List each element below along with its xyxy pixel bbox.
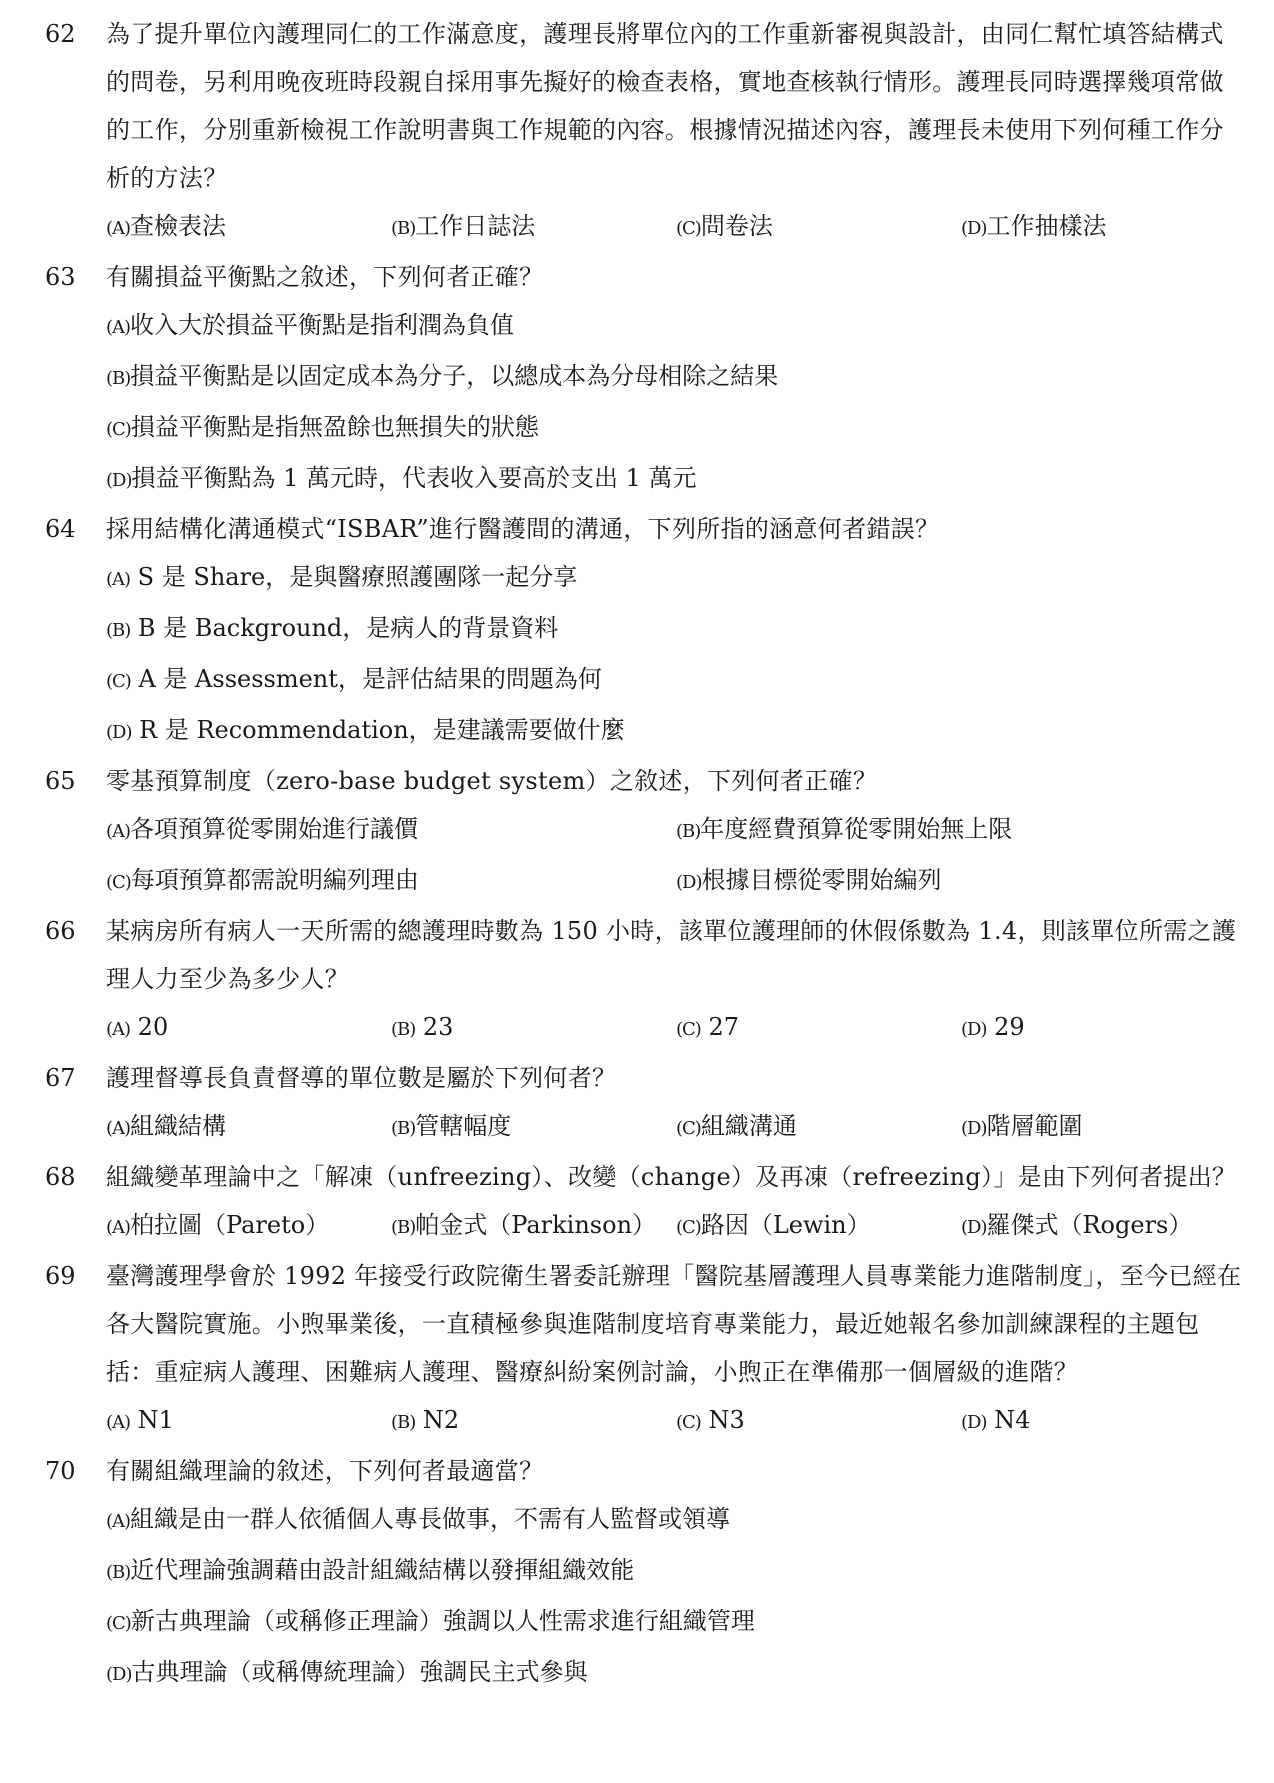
option-mark: (C) xyxy=(106,671,131,692)
option-b xyxy=(106,352,1246,403)
question-number: 62 xyxy=(45,20,76,48)
question-number: 67 xyxy=(45,1064,76,1092)
options-group xyxy=(106,1201,1246,1252)
option-d xyxy=(961,1396,1246,1447)
option-mark: (D) xyxy=(676,872,702,893)
question-text: 護理督導長負責督導的單位數是屬於下列何者？ xyxy=(106,1064,617,1092)
option-text: 損益平衡點是指無盈餘也無損失的狀態 xyxy=(130,413,539,441)
option-mark: (B) xyxy=(106,1562,131,1583)
option-c xyxy=(676,1201,961,1252)
option-text: 新古典理論（或稱修正理論）強調以人性需求進行組織管理 xyxy=(130,1607,755,1635)
question-63 xyxy=(0,253,1274,505)
option-text: 組織是由一群人依循個人專長做事，不需有人監督或領導 xyxy=(130,1505,731,1533)
option-c xyxy=(676,1102,961,1153)
option-mark: (A) xyxy=(106,1511,131,1532)
option-a xyxy=(106,1495,1246,1546)
option-c xyxy=(106,856,676,907)
question-62 xyxy=(0,10,1274,253)
option-text: 柏拉圖（Pareto） xyxy=(130,1211,330,1239)
option-text: B 是 Background，是病人的背景資料 xyxy=(130,614,559,642)
options-group xyxy=(106,1396,1246,1447)
option-mark: (B) xyxy=(676,821,701,842)
option-b xyxy=(391,202,676,253)
option-text: 27 xyxy=(700,1013,739,1041)
option-mark: (C) xyxy=(676,1019,701,1040)
option-mark: (D) xyxy=(106,470,132,491)
question-66 xyxy=(0,907,1274,1054)
option-a xyxy=(106,805,676,856)
option-mark: (C) xyxy=(106,1613,131,1634)
question-70 xyxy=(0,1447,1274,1699)
question-text: 為了提升單位內護理同仁的工作滿意度，護理長將單位內的工作重新審視與設計，由同仁幫忙填答結構式的問卷，另利用晚夜班時段親自採用事先擬好的檢查表格，實地查核執行情形。護理長同時選擇幾項常做的工作，分別重新檢視工作說明書與工作規範的內容。根據情況描述內容，護理長未使用下列何種工作分析的方法？ xyxy=(106,20,1224,192)
question-text: 臺灣護理學會於 1992 年接受行政院衛生署委託辦理「醫院基層護理人員專業能力進階制度」，至今已經在各大醫院實施。小煦畢業後，一直積極參與進階制度培育專業能力，最近她報名參加訓練課程的主題包括：重症病人護理、困難病人護理、醫療糾紛案例討論，小煦正在準備那一個層級的進階？ xyxy=(106,1262,1242,1386)
option-a xyxy=(106,1102,391,1153)
question-number: 70 xyxy=(45,1457,76,1485)
option-mark: (B) xyxy=(391,1019,416,1040)
option-mark: (C) xyxy=(676,1118,701,1139)
option-d xyxy=(961,1003,1246,1054)
options-group xyxy=(106,553,1246,757)
option-mark: (B) xyxy=(106,368,131,389)
option-c xyxy=(676,202,961,253)
option-text: 管轄幅度 xyxy=(415,1112,512,1140)
question-64 xyxy=(0,505,1274,757)
option-text: 階層範圍 xyxy=(986,1112,1083,1140)
option-text: R 是 Recommendation，是建議需要做什麼 xyxy=(131,716,625,744)
option-text: N2 xyxy=(415,1406,460,1434)
option-mark: (B) xyxy=(106,620,131,641)
option-mark: (A) xyxy=(106,821,131,842)
option-text: 近代理論強調藉由設計組織結構以發揮組織效能 xyxy=(130,1556,635,1584)
question-text: 採用結構化溝通模式“ISBAR”進行醫護間的溝通，下列所指的涵意何者錯誤？ xyxy=(106,515,940,543)
option-text: 組織結構 xyxy=(130,1112,227,1140)
question-text: 有關損益平衡點之敘述，下列何者正確？ xyxy=(106,263,544,291)
option-mark: (C) xyxy=(676,1412,701,1433)
option-text: N1 xyxy=(130,1406,174,1434)
option-text: 問卷法 xyxy=(700,212,773,240)
question-68 xyxy=(0,1153,1274,1252)
question-text: 有關組織理論的敘述，下列何者最適當？ xyxy=(106,1457,544,1485)
option-b xyxy=(391,1102,676,1153)
question-67 xyxy=(0,1054,1274,1153)
option-a xyxy=(106,301,1246,352)
option-mark: (A) xyxy=(106,1118,131,1139)
question-text: 零基預算制度（zero-base budget system）之敘述，下列何者正確？ xyxy=(106,767,878,795)
option-mark: (D) xyxy=(961,1118,987,1139)
option-text: N4 xyxy=(986,1406,1031,1434)
option-text: 查檢表法 xyxy=(130,212,227,240)
option-mark: (A) xyxy=(106,569,131,590)
option-mark: (D) xyxy=(961,1217,987,1238)
option-mark: (A) xyxy=(106,218,131,239)
option-text: 組織溝通 xyxy=(700,1112,797,1140)
option-b xyxy=(391,1396,676,1447)
option-text: 23 xyxy=(415,1013,454,1041)
option-mark: (D) xyxy=(961,1412,987,1433)
option-c xyxy=(676,1396,961,1447)
question-65 xyxy=(0,757,1274,907)
option-mark: (C) xyxy=(676,218,701,239)
question-number: 63 xyxy=(45,263,76,291)
option-d xyxy=(961,1102,1246,1153)
options-group xyxy=(106,301,1246,505)
option-mark: (D) xyxy=(961,218,987,239)
option-text: 帕金式（Parkinson） xyxy=(415,1211,657,1239)
option-mark: (A) xyxy=(106,1019,131,1040)
option-a xyxy=(106,1003,391,1054)
question-69 xyxy=(0,1252,1274,1447)
option-text: 各項預算從零開始進行議價 xyxy=(130,815,419,843)
option-c xyxy=(106,403,1246,454)
option-mark: (B) xyxy=(391,1118,416,1139)
option-d xyxy=(961,1201,1246,1252)
option-mark: (D) xyxy=(961,1019,987,1040)
option-d xyxy=(106,1648,1246,1699)
option-d xyxy=(106,706,1246,757)
option-mark: (D) xyxy=(106,1664,132,1685)
option-text: 29 xyxy=(986,1013,1025,1041)
options-group xyxy=(106,1102,1246,1153)
option-text: 根據目標從零開始編列 xyxy=(701,866,942,894)
option-text: 工作抽樣法 xyxy=(986,212,1107,240)
option-b xyxy=(391,1003,676,1054)
options-group xyxy=(106,202,1246,253)
question-number: 68 xyxy=(45,1163,76,1191)
option-b xyxy=(676,805,1246,856)
question-number: 66 xyxy=(45,917,76,945)
option-text: 年度經費預算從零開始無上限 xyxy=(700,815,1013,843)
option-mark: (A) xyxy=(106,317,131,338)
option-mark: (C) xyxy=(676,1217,701,1238)
option-d xyxy=(961,202,1246,253)
option-b xyxy=(106,604,1246,655)
option-c xyxy=(106,655,1246,706)
option-mark: (D) xyxy=(106,722,132,743)
option-text: N3 xyxy=(700,1406,745,1434)
option-mark: (C) xyxy=(106,419,131,440)
option-text: 每項預算都需說明編列理由 xyxy=(130,866,419,894)
option-b xyxy=(106,1546,1246,1597)
option-c xyxy=(676,1003,961,1054)
option-text: 古典理論（或稱傳統理論）強調民主式參與 xyxy=(131,1658,588,1686)
option-mark: (B) xyxy=(391,1217,416,1238)
question-number: 64 xyxy=(45,515,76,543)
option-a xyxy=(106,1201,391,1252)
option-mark: (A) xyxy=(106,1412,131,1433)
option-d xyxy=(676,856,1246,907)
option-text: 損益平衡點是以固定成本為分子，以總成本為分母相除之結果 xyxy=(130,362,779,390)
option-mark: (B) xyxy=(391,1412,416,1433)
option-text: 收入大於損益平衡點是指利潤為負值 xyxy=(130,311,515,339)
option-text: 20 xyxy=(130,1013,169,1041)
option-text: 羅傑式（Rogers） xyxy=(986,1211,1193,1239)
option-b xyxy=(391,1201,676,1252)
option-c xyxy=(106,1597,1246,1648)
options-group xyxy=(106,1495,1246,1699)
question-number: 69 xyxy=(45,1262,76,1290)
option-a xyxy=(106,553,1246,604)
question-number: 65 xyxy=(45,767,76,795)
question-text: 組織變革理論中之「解凍（unfreezing）、改變（change）及再凍（refreezing）」是由下列何者提出？ xyxy=(106,1163,1237,1191)
option-text: 路因（Lewin） xyxy=(700,1211,871,1239)
options-group xyxy=(106,1003,1246,1054)
option-d xyxy=(106,454,1246,505)
option-text: S 是 Share，是與醫療照護團隊一起分享 xyxy=(130,563,578,591)
option-text: 損益平衡點為 1 萬元時，代表收入要高於支出 1 萬元 xyxy=(131,464,697,492)
option-mark: (A) xyxy=(106,1217,131,1238)
option-mark: (B) xyxy=(391,218,416,239)
option-mark: (C) xyxy=(106,872,131,893)
option-text: 工作日誌法 xyxy=(415,212,536,240)
options-group xyxy=(106,805,1246,907)
option-text: A 是 Assessment，是評估結果的問題為何 xyxy=(130,665,602,693)
option-a xyxy=(106,202,391,253)
option-a xyxy=(106,1396,391,1447)
question-text: 某病房所有病人一天所需的總護理時數為 150 小時，該單位護理師的休假係數為 1.4，則該單位所需之護理人力至少為多少人？ xyxy=(106,917,1237,993)
